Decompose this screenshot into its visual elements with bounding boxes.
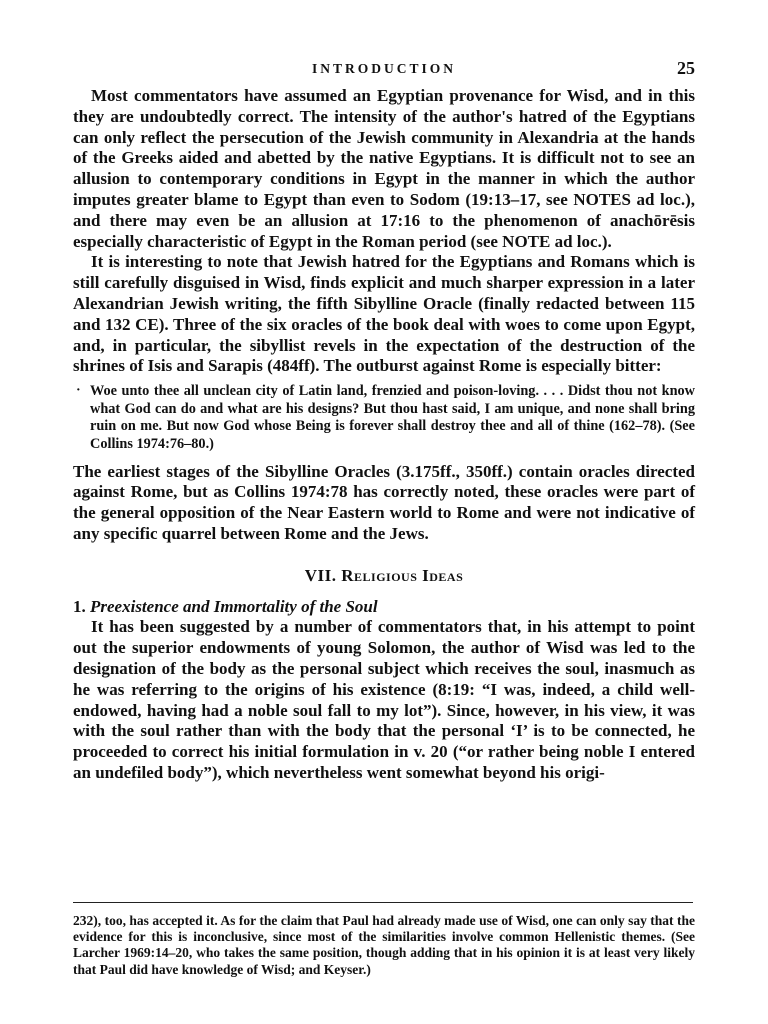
footnote-divider [73, 902, 693, 903]
subsection-heading [73, 597, 695, 618]
section-heading: VII. Religious Ideas [304, 565, 464, 585]
paragraph-2: It is interesting to note that Jewish hatred for the Egyptians and Romans which is still carefully disguised in Wisd, finds explicit and much sharper expression in a later Alexandrian Jewish writing, the fifth Sibylline Oracle (finally redacted between 115 and 132 CE). Three of the six oracles of the book deal with woes to come upon Egypt, and, in particular, the sibyllist revels in the expectation of the destruction of the shrines of Isis and Sarapis (484ff). The outburst against Rome is especially bitter: [73, 252, 695, 376]
running-header [73, 58, 695, 82]
paragraph-3: The earliest stages of the Sibylline Oracles (3.175ff., 350ff.) contain oracles directed against Rome, but as Collins 1974:78 has correctly noted, these oracles were part of the general opposition of the Near Eastern world to Rome and were not indicative of any specific quarrel between Rome and the Jews. [73, 461, 695, 543]
block-quote: · Woe unto thee all unclean city of Latin land, frenzied and poison-loving. . . . Didst thou not know what God can do and what are his designs? But thou hast said, I am unique, and none shall bring ruin on me. But now God whose Being is forever shall destroy thee and all of thine (162–78). (See Collins 1974:76–80.) [90, 383, 695, 453]
page-number: 25 [677, 58, 695, 78]
running-title: INTRODUCTION [311, 61, 456, 76]
subsection-number: 1. [73, 596, 86, 616]
paragraph-1: Most commentators have assumed an Egyptian provenance for Wisd, and in this they are undoubtedly correct. The intensity of the author's hatred of the Egyptians can only reflect the persecution of the Jewish community in Alexandria at the hands of the Greeks aided and abetted by the native Egyptians. It is difficult not to see an allusion to contemporary conditions in Egypt in the manner in which the author imputes greater blame to Egypt than even to Sodom (19:13–17, see NOTES ad loc.), and there may even be an allusion at 17:16 to the phenomenon of anachōrēsis especially characteristic of Egypt in the Roman period (see NOTE ad loc.). [73, 86, 695, 251]
paragraph-4: It has been suggested by a number of commentators that, in his attempt to point out the superior endowments of young Solomon, the author of Wisd was led to the designation of the body as the personal subject which receives the soul, inasmuch as he was referring to the origins of his existence (8:19: “I was, indeed, a child well-endowed, having had a noble soul fall to my lot”). Since, however, in his view, it was with the soul rather than with the body that the personal ‘I’ is to be connected, he proceeded to correct his initial formulation in v. 20 (“or rather being noble I entered an undefiled body”), which nevertheless went somewhat beyond his origi- [73, 617, 695, 782]
subsection-title: Preexistence and Immortality of the Soul [90, 596, 378, 616]
footnote: 232), too, has accepted it. As for the claim that Paul had already made use of Wisd, one can only say that the evidence for this is inconclusive, since most of the similarities involve common Hellenistic themes. (See Larcher 1969:14–20, who takes the same position, though adding that in his opinion it is at least very likely that Paul did have knowledge of Wisd; and Keyser.) [73, 913, 695, 977]
main-text [73, 86, 695, 784]
